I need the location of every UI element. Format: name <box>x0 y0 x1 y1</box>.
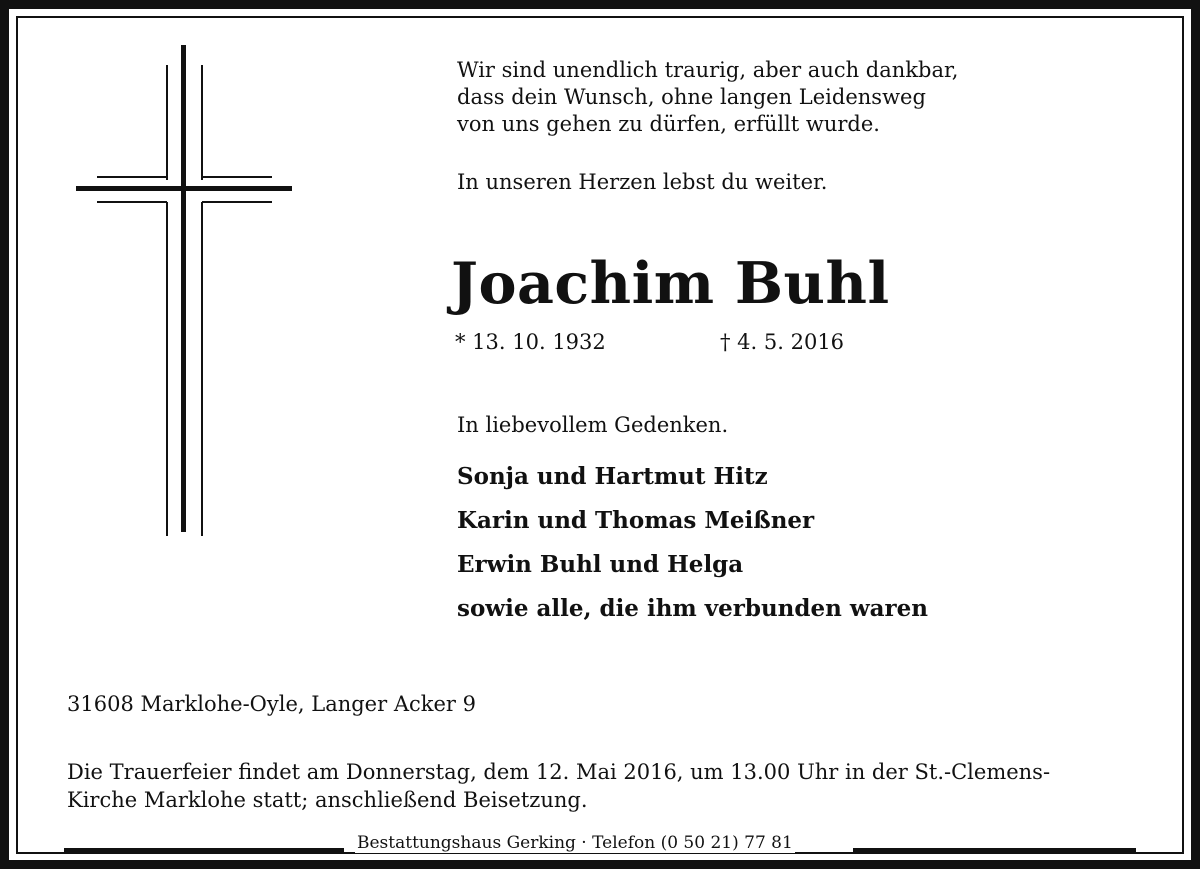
verse-closing: In unseren Herzen lebst du weiter. <box>457 170 828 194</box>
mourner-entry: Karin und Thomas Meißner <box>457 507 815 534</box>
mourner-entry: Erwin Buhl und Helga <box>457 551 744 578</box>
mourners-list <box>457 455 928 631</box>
verse <box>457 57 958 138</box>
footer-rule-right <box>853 848 1136 852</box>
verse-line: dass dein Wunsch, ohne langen Leidensweg <box>457 85 926 109</box>
footer-rule-left <box>64 848 344 852</box>
address: 31608 Marklohe-Oyle, Langer Acker 9 <box>67 692 476 716</box>
mourner-entry: sowie alle, die ihm verbunden waren <box>457 595 929 622</box>
deceased-name: Joachim Buhl <box>451 250 890 317</box>
funeral-home-footer: Bestattungshaus Gerking · Telefon (0 50 21) 77 81 <box>357 833 793 853</box>
verse-line: Wir sind unendlich traurig, aber auch dankbar, <box>457 58 959 82</box>
cross-icon <box>72 40 298 536</box>
verse-line: von uns gehen zu dürfen, erfüllt wurde. <box>457 112 880 136</box>
service-info <box>67 758 1050 814</box>
service-line: Kirche Marklohe statt; anschließend Beisetzung. <box>67 788 588 812</box>
service-line: Die Trauerfeier findet am Donnerstag, dem 12. Mai 2016, um 13.00 Uhr in der St.-Clemens- <box>67 760 1051 784</box>
mourner-entry: Sonja und Hartmut Hitz <box>457 463 768 490</box>
memory-text: In liebevollem Gedenken. <box>457 413 729 437</box>
birth-date: * 13. 10. 1932 <box>455 330 606 354</box>
death-date: † 4. 5. 2016 <box>720 330 845 354</box>
